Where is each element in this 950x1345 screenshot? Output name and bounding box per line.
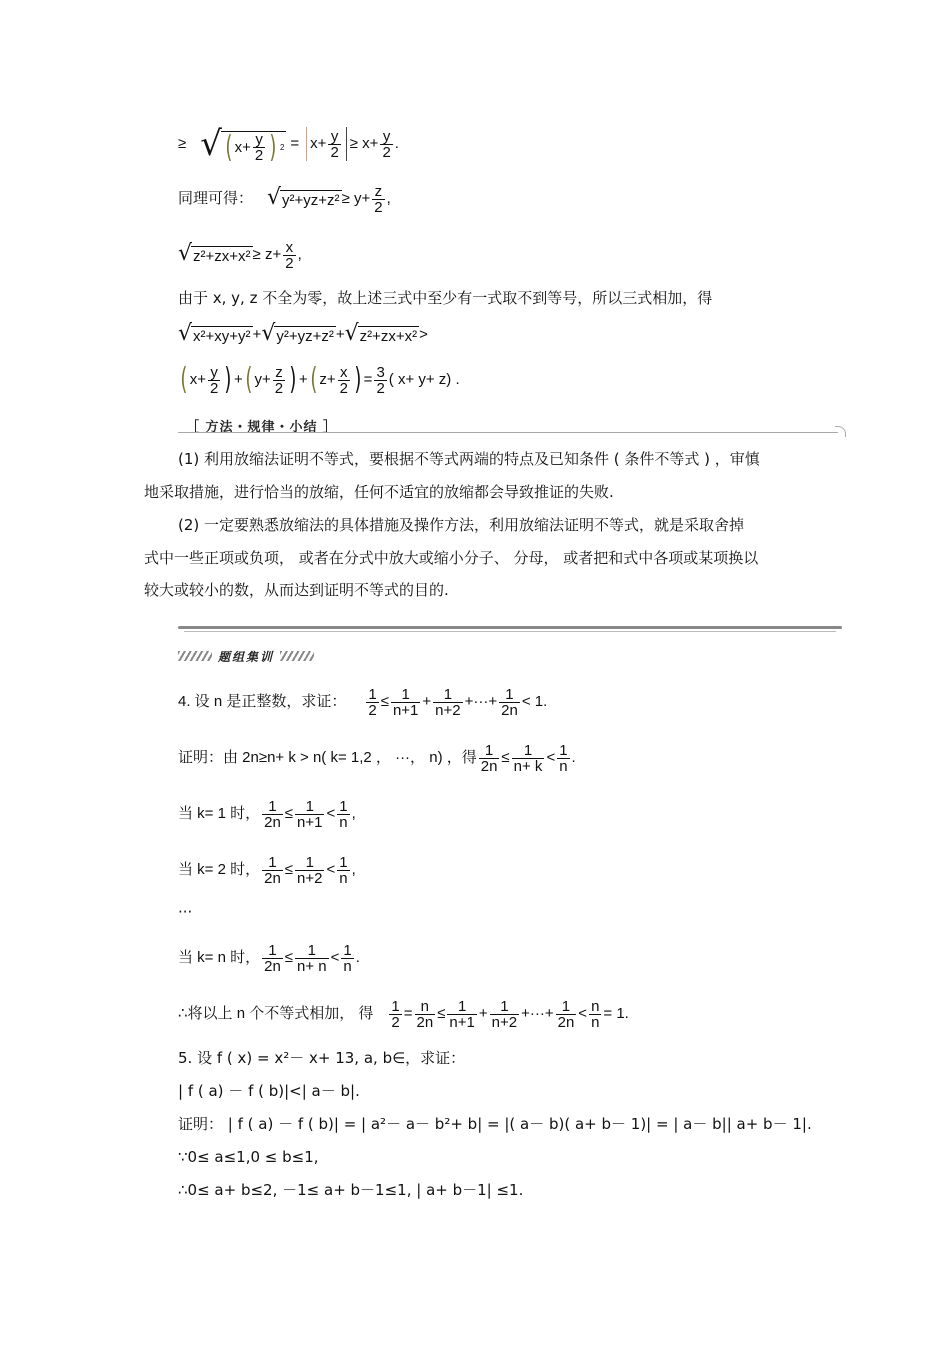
q5-therefore: ∴0≤ a+ b≤2, －1≤ a+ b－1≤1, | a+ b－1| ≤1.	[178, 1181, 524, 1199]
q4-case-kn: 当 k= n 时， $\frac{1}{2n}$ ≤ $\frac{1}{n+ n}$ < $\frac{1}{n}$ .	[178, 941, 360, 975]
sqrt-expression: √ ( x + $\frac{y}{2}$ ) 2	[200, 124, 285, 165]
abs-bar-right	[346, 127, 347, 161]
fraction: $\frac{3}{2}$	[376, 363, 385, 397]
divider-curl	[835, 426, 846, 437]
sqrt-expression: √ y²+yz+z²	[267, 185, 340, 210]
formula-line-6: ( x+ $\frac{y}{2}$ ) + ( y+ $\frac{z}{2}$ ) + ( z+ $\frac{x}{2}$ ) = $\frac{3}{2}$ ( x+ y+ z) .	[180, 362, 460, 397]
formula-line-5: √ x²+xy+y² + √ y²+yz+z² + √ z²+zx+x² >	[178, 321, 428, 346]
section-title: ［ 方法・规律・小结 ］	[186, 420, 338, 435]
fraction: $\frac{1}{n+2}$	[297, 853, 323, 887]
q4-case-k2: 当 k= 2 时， $\frac{1}{2n}$ ≤ $\frac{1}{n+2}$ < $\frac{1}{n}$ ,	[178, 853, 356, 887]
formula-line-2: 同理可得： √ y²+yz+z² ≥ y+ $\frac{z}{2}$ ,	[178, 182, 391, 216]
fraction: $\frac{1}{n+1}$	[297, 797, 323, 831]
text-line-4: 由于 x, y, z 不全为零，故上述三式中至少有一式取不到等号，所以三式相加，得	[178, 289, 713, 307]
fraction: $\frac{1}{n+2}$	[491, 997, 518, 1031]
q4-proof-lead: 证明：由 2n≥n+ k > n( k= 1,2 ， ···， n) ，得 $\frac{1}{2n}$ ≤ $\frac{1}{n+ k}$ < $\frac{1}{n}$ .	[178, 741, 576, 775]
fraction: $\frac{1}{2n}$	[501, 685, 518, 719]
fraction: $\frac{x}{2}$	[339, 363, 348, 397]
fraction: $\frac{1}{n}$	[339, 797, 348, 831]
fraction: $\frac{y}{2}$	[209, 363, 219, 397]
fraction: $\frac{1}{n}$	[343, 941, 352, 975]
method-summary-header	[178, 416, 846, 434]
fraction: $\frac{1}{2n}$	[557, 997, 575, 1031]
fraction: $\frac{y}{2}$	[330, 127, 339, 161]
summary-p2-line3: 较大或较小的数，从而达到证明不等式的目的.	[144, 581, 449, 599]
fraction: $\frac{y}{2}$	[382, 127, 391, 161]
q5-because: ∵0≤ a≤1,0 ≤ b≤1,	[178, 1148, 319, 1166]
q4-ellipsis: ···	[178, 903, 193, 921]
group-practice-header	[178, 648, 318, 664]
fraction: $\frac{1}{n}$	[559, 741, 568, 775]
fraction: $\frac{1}{2}$	[368, 685, 377, 719]
sqrt-expression: √ z²+zx+x²	[344, 321, 418, 346]
q5-proof: 证明： | f ( a) － f ( b)| = | a²－ a－ b²+ b| = |( a－ b)( a+ b－ 1)| = | a－ b|| a+ b－ 1|.	[178, 1115, 812, 1133]
formula-line-1: ≥ √ ( x + $\frac{y}{2}$ ) 2 = x + $\frac{y}{2}$ ≥ x+ $\frac{y}{2}$ .	[178, 124, 399, 165]
fraction: $\frac{n}{2n}$	[416, 997, 434, 1031]
fraction: $\frac{1}{2}$	[391, 997, 400, 1031]
fraction: $\frac{z}{2}$	[374, 182, 383, 216]
fraction: $\frac{1}{n+2}$	[435, 685, 461, 719]
fraction: $\frac{1}{n}$	[339, 853, 348, 887]
summary-p1-line2: 地采取措施，进行恰当的放缩，任何不适宜的放缩都会导致推证的失败.	[144, 483, 614, 501]
q5-claim: | f ( a) － f ( b)|<| a－ b|.	[178, 1082, 360, 1100]
fraction: $\frac{1}{n+1}$	[449, 997, 475, 1031]
hatch-decoration-right	[280, 651, 314, 661]
sqrt-expression: √ z²+zx+x²	[178, 241, 251, 266]
divider	[178, 432, 838, 433]
fraction: $\frac{1}{n+ n}$	[297, 941, 327, 975]
formula-line-3: √ z²+zx+x² ≥ z+ $\frac{x}{2}$ ,	[178, 238, 302, 272]
q4-sum-line: ∴将以上 n 个不等式相加， 得 $\frac{1}{2}$ = $\frac{n}{2n}$ ≤ $\frac{1}{n+1}$ + $\frac{1}{n+2}$ +···+ $\frac{1}{2n}$ < $\frac{n}{n}$ = 1.	[178, 997, 629, 1031]
sqrt-expression: √ x²+xy+y²	[178, 321, 251, 346]
fraction: $\frac{1}{n+ k}$	[513, 741, 543, 775]
summary-p1-line1: (1) 利用放缩法证明不等式，要根据不等式两端的特点及已知条件 ( 条件不等式 ) ，审慎	[178, 450, 760, 468]
fraction: $\frac{1}{2n}$	[264, 941, 281, 975]
abs-bar-left	[306, 127, 307, 161]
q4-stem: 4. 设 n 是正整数，求证： $\frac{1}{2}$ ≤ $\frac{1}{n+1}$ + $\frac{1}{n+2}$ +···+ $\frac{1}{2n}$ < 1.	[178, 685, 548, 719]
geq-symbol: ≥	[178, 135, 187, 152]
fraction: $\frac{1}{2n}$	[264, 797, 281, 831]
sqrt-expression: √ y²+yz+z²	[261, 321, 334, 346]
q5-stem: 5. 设 f ( x) = x²－ x+ 13, a, b∈，求证：	[178, 1049, 466, 1067]
q4-case-k1: 当 k= 1 时， $\frac{1}{2n}$ ≤ $\frac{1}{n+1}$ < $\frac{1}{n}$ ,	[178, 797, 356, 831]
fraction: $\frac{y}{2}$	[254, 131, 264, 164]
summary-p2-line2: 式中一些正项或负项， 或者在分式中放大或缩小分子、 分母， 或者把和式中各项或某项换以	[144, 549, 759, 567]
fraction: $\frac{1}{2n}$	[264, 853, 281, 887]
hatch-decoration-left	[178, 651, 212, 661]
fraction: $\frac{1}{n+1}$	[392, 685, 419, 719]
fraction: $\frac{n}{n}$	[591, 997, 600, 1031]
summary-p2-line1: (2) 一定要熟悉放缩法的具体措施及操作方法，利用放缩法证明不等式，就是采取舍掉	[178, 516, 745, 534]
fraction: $\frac{z}{2}$	[274, 363, 284, 397]
fraction: $\frac{1}{2n}$	[480, 741, 498, 775]
group-title: 题组集训	[218, 649, 275, 664]
section-end-divider	[178, 624, 842, 634]
fraction: $\frac{x}{2}$	[285, 238, 294, 272]
